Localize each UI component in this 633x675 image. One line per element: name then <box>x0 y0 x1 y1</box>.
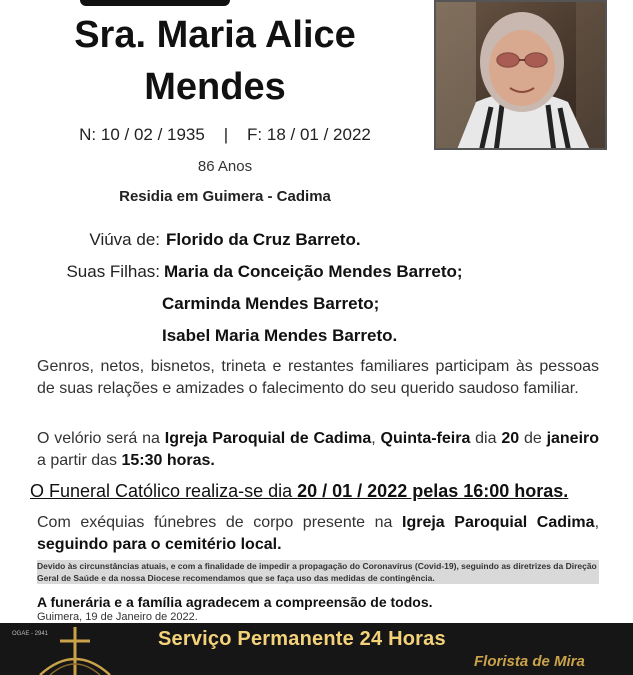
wake-text-2: , <box>371 430 381 447</box>
deceased-photo <box>434 0 607 150</box>
exequies-place: Igreja Paroquial Cadima <box>402 514 595 531</box>
covid-notice: Devido às circunstâncias atuais, e com a finalidade de impedir a propagação do Coronavírus (Covid-19), seguindo as diretrizes da Direção Geral de Saúde e da nossa Diocese recomendamos que se faça uso das medidas de contingência. <box>37 560 599 584</box>
exequies-text-1: Com exéquias fúnebres de corpo presente na <box>37 514 403 531</box>
exequies-text-2: , <box>594 514 600 531</box>
funeral-announcement <box>30 481 568 502</box>
widow-label: Viúva de: <box>89 230 160 249</box>
deceased-name-line1: Sra. Maria Alice <box>74 14 356 56</box>
daughter-2: Carminda Mendes Barreto; <box>162 294 380 313</box>
widow-name: Florido da Cruz Barreto. <box>166 230 361 249</box>
wake-month: janeiro <box>546 430 600 447</box>
daughters-label: Suas Filhas: <box>66 262 160 281</box>
residence: Residia em Guimera - Cadima <box>119 188 331 205</box>
place-date: Guimera, 19 de Janeiro de 2022. <box>37 611 198 623</box>
wake-time: 15:30 horas. <box>121 452 215 469</box>
footer-banner <box>0 623 633 675</box>
age: 86 Anos <box>197 158 253 175</box>
daughter-1: Maria da Conceição Mendes Barreto; <box>164 262 463 281</box>
funeral-prefix: O Funeral Católico realiza-se dia <box>30 481 298 501</box>
top-tab <box>80 0 230 6</box>
portrait-image <box>436 2 607 150</box>
wake-text-1: O velório será na <box>37 430 165 447</box>
wake-place: Igreja Paroquial de Cadima <box>164 430 372 447</box>
family-message: Genros, netos, bisnetos, trineta e restantes familiares participam às pessoas de suas relações e amizades o falecimento do seu querido saudoso familiar. <box>37 358 599 397</box>
service-slogan: Serviço Permanente 24 Horas <box>158 628 446 650</box>
exequies-info <box>37 512 599 556</box>
exequies-after: seguindo para o cemitério local. <box>37 536 282 553</box>
deceased-name-line2: Mendes <box>144 66 286 108</box>
funeral-datetime: 20 / 01 / 2022 pelas 16:00 horas. <box>297 481 569 501</box>
wake-text-3: dia <box>470 430 502 447</box>
wake-text-4: de <box>519 430 547 447</box>
thanks-message: A funerária e a família agradecem a compreensão de todos. <box>37 594 433 610</box>
wake-text-5: a partir das <box>37 452 122 469</box>
wake-info <box>37 428 599 472</box>
wake-weekday: Quinta-feira <box>380 430 471 447</box>
florist-name: Florista de Mira <box>474 653 585 670</box>
birth-death-dates: N: 10 / 02 / 1935 | F: 18 / 01 / 2022 <box>79 125 371 144</box>
wake-day: 20 <box>501 430 520 447</box>
ogae-code: OGAE - 2941 <box>12 631 49 637</box>
daughter-3: Isabel Maria Mendes Barreto. <box>162 326 398 345</box>
